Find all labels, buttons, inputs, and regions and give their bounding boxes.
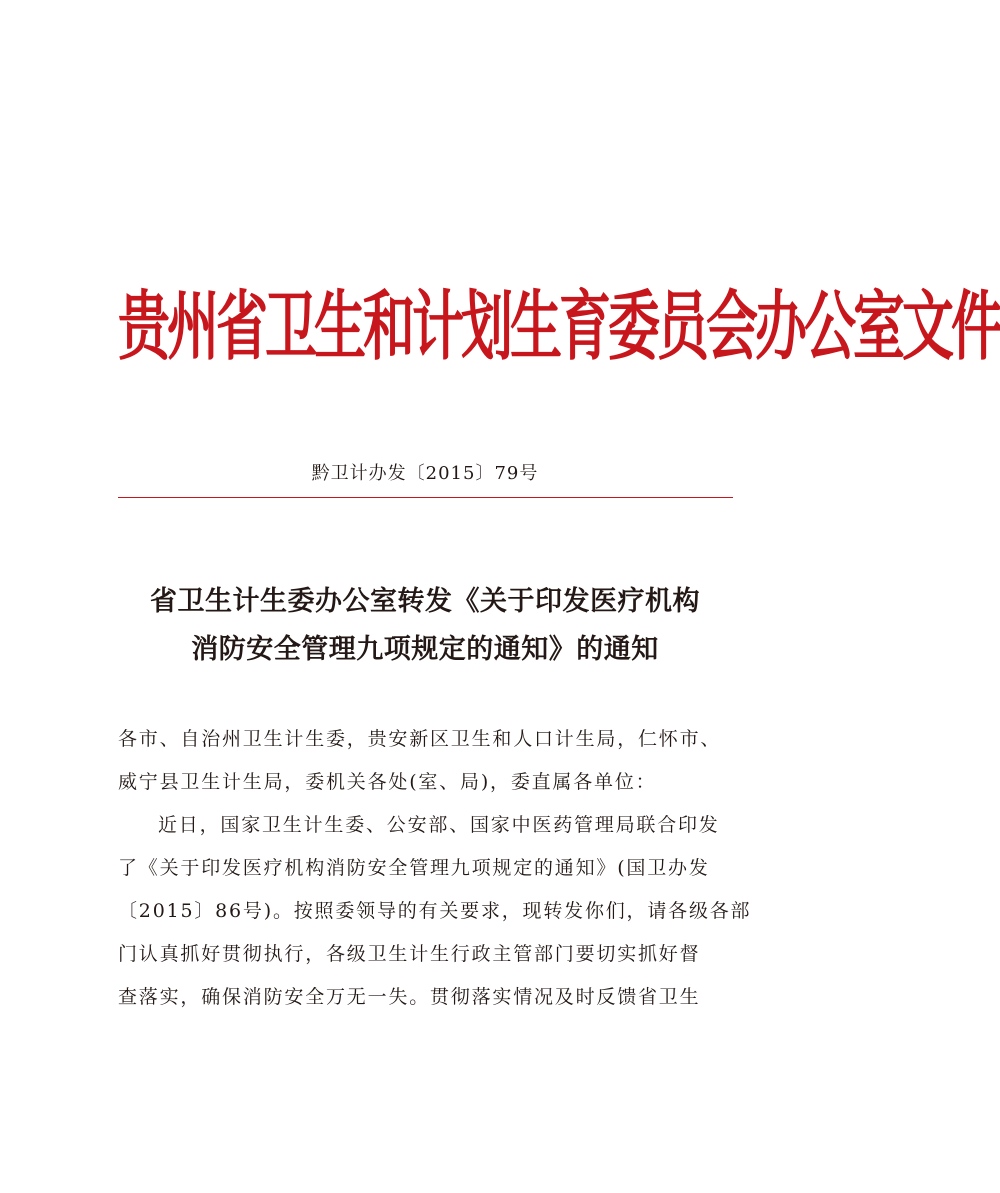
title-line-2: 消防安全管理九项规定的通知》的通知 xyxy=(191,634,659,665)
body-line-2: 了《关于印发医疗机构消防安全管理九项规定的通知》(国卫办发 xyxy=(118,857,710,879)
body-line-4: 门认真抓好贯彻执行，各级卫生计生行政主管部门要切实抓好督 xyxy=(118,943,701,965)
title-line-1: 省卫生计生委办公室转发《关于印发医疗机构 xyxy=(150,586,700,617)
document-number: 黔卫计办发〔2015〕79号 xyxy=(311,463,539,484)
red-divider-line xyxy=(118,497,733,498)
addressee-line-2: 威宁县卫生计生局，委机关各处(室、局)，委直属各单位： xyxy=(118,771,657,793)
masthead-title: 贵州省卫生和计划生育委员会办公室文件 xyxy=(118,283,1000,372)
addressee-line-1: 各市、自治州卫生计生委，贵安新区卫生和人口计生局，仁怀市、 xyxy=(118,728,722,750)
document-body xyxy=(118,718,752,1019)
body-line-1: 近日，国家卫生计生委、公安部、国家中医药管理局联合印发 xyxy=(158,814,720,836)
body-line-3: 〔2015〕86号)。按照委领导的有关要求，现转发你们，请各级各部 xyxy=(118,900,752,922)
body-line-5: 查落实，确保消防安全万无一失。贯彻落实情况及时反馈省卫生 xyxy=(118,986,701,1008)
document-title xyxy=(110,578,740,674)
